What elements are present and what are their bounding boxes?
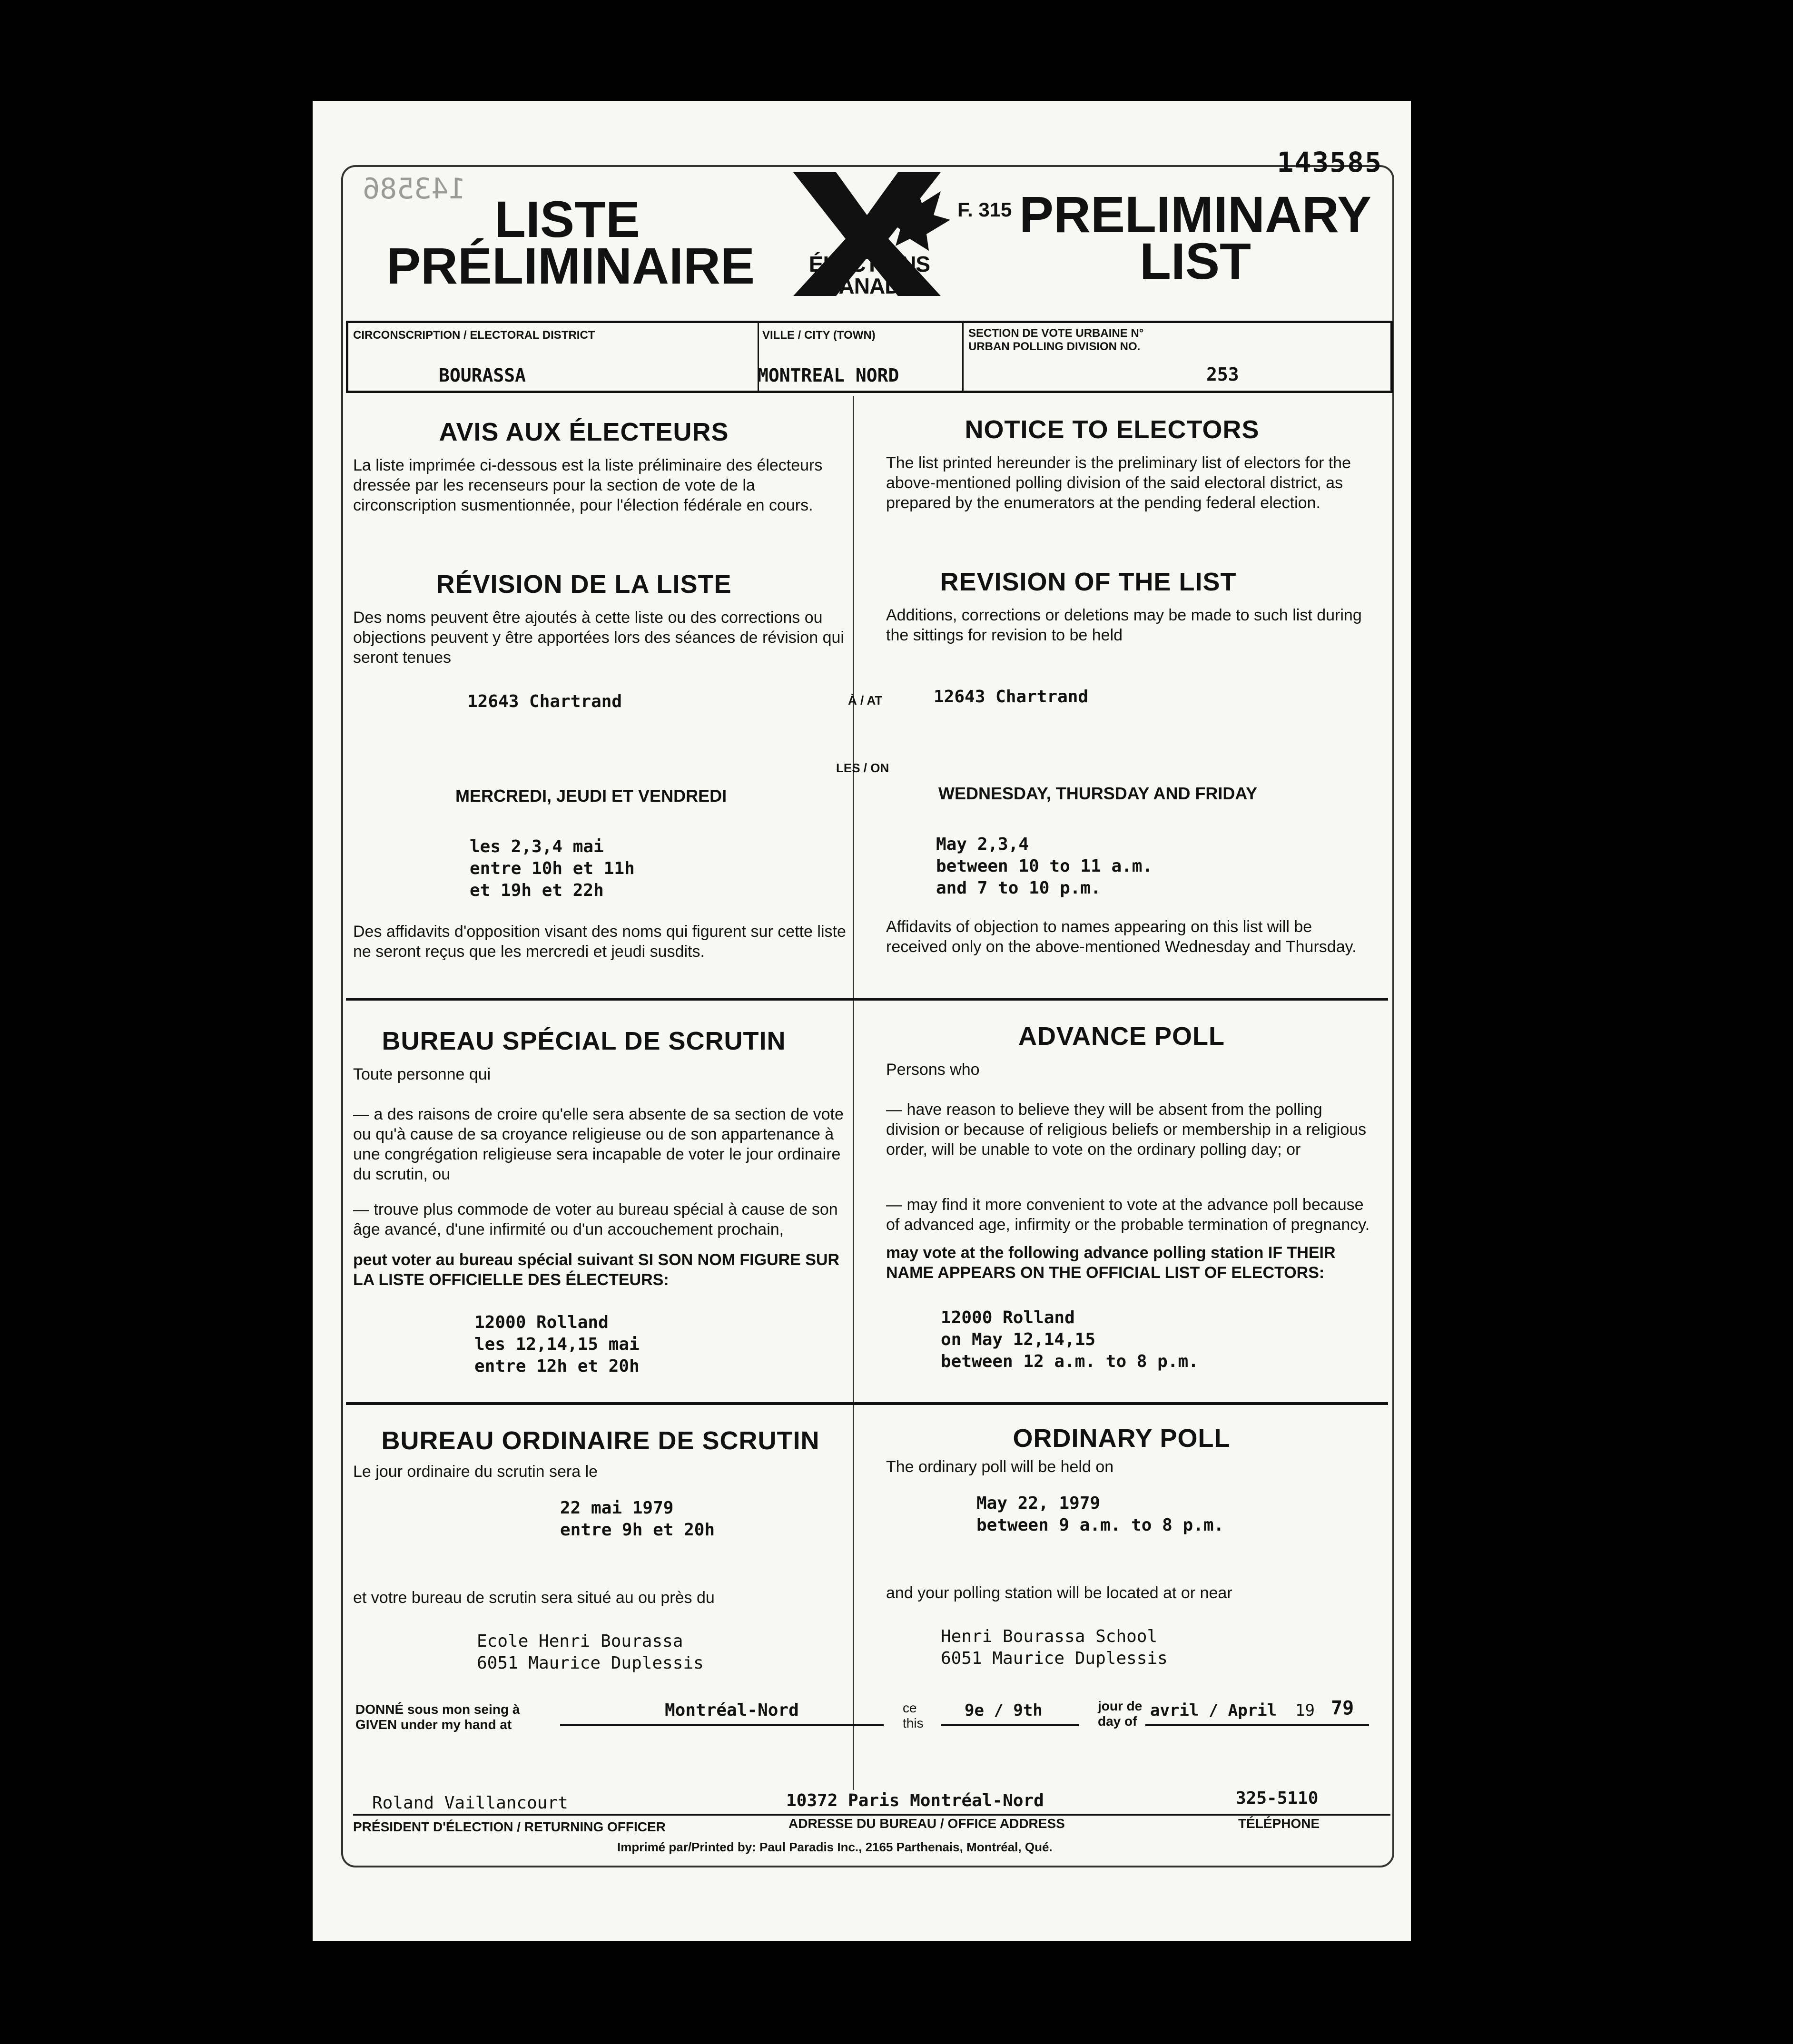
advance-en-bullet-1: — have reason to believe they will be absent from the polling division or because of religious beliefs or membership in a religious order, will be unable to vote on the ordinary polling day; or <box>886 1101 1367 1159</box>
signature-place: Montréal-Nord <box>665 1700 799 1720</box>
advance-en-bullet-2: — may find it more convenient to vote at the advance poll because of advanced age, infirmity or the probable termination of pregnancy. <box>886 1196 1370 1234</box>
serial-number: 143585 <box>1277 146 1382 178</box>
ordinary-location-en <box>941 1626 1168 1670</box>
revision-at-label: À / AT <box>848 693 883 708</box>
revision-on-label: LES / ON <box>836 761 889 775</box>
office-address-label: ADRESSE DU BUREAU / OFFICE ADDRESS <box>788 1816 1065 1831</box>
revision-dates-en-1: May 2,3,4 <box>936 835 1029 854</box>
revision-address-fr: 12643 Chartrand <box>467 692 622 711</box>
revision-dates-fr <box>470 836 635 902</box>
division-label-2: URBAN POLLING DIVISION NO. <box>968 340 1141 353</box>
ordinary-fr-intro: Le jour ordinaire du scrutin sera le <box>353 1463 598 1481</box>
ordinary-fr-title: BUREAU ORDINAIRE DE SCRUTIN <box>381 1426 820 1455</box>
notice-fr-title: AVIS AUX ÉLECTEURS <box>439 418 729 446</box>
advance-en-intro: Persons who <box>886 1061 980 1079</box>
revision-dates-en-2: between 10 to 11 a.m. <box>936 856 1153 876</box>
returning-officer-name: Roland Vaillancourt <box>372 1793 568 1813</box>
notice-en-title: NOTICE TO ELECTORS <box>965 415 1260 444</box>
advance-details-fr-3: entre 12h et 20h <box>474 1356 640 1376</box>
revision-dates-en-3: and 7 to 10 p.m. <box>936 878 1101 898</box>
notice-en-text: The list printed hereunder is the preliminary list of electors for the above-mentioned polling division of the said electoral district, as prepared by the enumerators at the pending federal election. <box>886 454 1351 512</box>
title-en-line-2: LIST <box>1140 232 1251 290</box>
revision-dates-fr-2: entre 10h et 11h <box>470 859 635 878</box>
ordinary-location-fr-1: Ecole Henri Bourassa <box>477 1631 683 1651</box>
city-label: VILLE / CITY (TOWN) <box>762 329 876 342</box>
ordinary-fr-location-intro: et votre bureau de scrutin sera situé au ou près du <box>353 1589 715 1607</box>
section-rule-2 <box>346 1402 1388 1405</box>
month-underline <box>1145 1724 1369 1726</box>
printer-credit: Imprimé par/Printed by: Paul Paradis Inc., 2165 Parthenais, Montréal, Qué. <box>617 1840 1053 1854</box>
revision-en-text: Additions, corrections or deletions may be made to such list during the sittings for revision to be held <box>886 606 1362 644</box>
district-label: CIRCONSCRIPTION / ELECTORAL DISTRICT <box>353 329 595 342</box>
revision-dates-fr-1: les 2,3,4 mai <box>470 837 604 856</box>
telephone-label: TÉLÉPHONE <box>1238 1816 1320 1831</box>
ordinary-date-fr-2: entre 9h et 20h <box>560 1520 715 1540</box>
division-cell <box>962 323 1392 391</box>
given-label-en: GIVEN under my hand at <box>355 1717 512 1732</box>
ce-label-fr: ce <box>903 1700 917 1715</box>
given-label-fr: DONNÉ sous mon seing à <box>355 1702 520 1717</box>
revision-days-fr: MERCREDI, JEUDI ET VENDREDI <box>455 786 727 806</box>
column-divider <box>853 396 854 1790</box>
revision-fr-title: RÉVISION DE LA LISTE <box>436 570 732 599</box>
ordinary-en-location-intro: and your polling station will be located at or near <box>886 1584 1232 1602</box>
signature-year-prefix: 19 <box>1295 1701 1315 1720</box>
ordinary-location-fr-2: 6051 Maurice Duplessis <box>477 1653 704 1673</box>
revision-dates-en <box>936 834 1153 899</box>
jour-de-label-en: day of <box>1098 1714 1137 1729</box>
ordinary-en-intro: The ordinary poll will be held on <box>886 1458 1114 1476</box>
ce-label <box>903 1700 924 1731</box>
title-en-line-1: PRELIMINARY <box>1019 186 1372 243</box>
logo-text-line-2: CANADA <box>823 274 916 298</box>
document-page <box>313 101 1411 1941</box>
footer-rule <box>353 1814 1390 1816</box>
district-value: BOURASSA <box>439 365 526 386</box>
title-fr-line-2: PRÉLIMINAIRE <box>386 237 755 295</box>
returning-officer-label: PRÉSIDENT D'ÉLECTION / RETURNING OFFICER <box>353 1819 666 1834</box>
place-underline <box>560 1724 884 1726</box>
ce-label-en: this <box>903 1716 924 1730</box>
ordinary-date-en <box>976 1493 1224 1536</box>
revision-affidavit-en: Affidavits of objection to names appearing on this list will be received only on the above-mentioned Wednesday and Thursday. <box>886 918 1357 956</box>
title-french <box>386 190 755 295</box>
advance-details-fr-1: 12000 Rolland <box>474 1313 609 1332</box>
advance-en-title: ADVANCE POLL <box>1018 1022 1225 1051</box>
advance-details-en-3: between 12 a.m. to 8 p.m. <box>941 1352 1199 1371</box>
division-label-1: SECTION DE VOTE URBAINE N° <box>968 327 1144 340</box>
advance-details-fr <box>474 1312 640 1377</box>
ordinary-location-en-2: 6051 Maurice Duplessis <box>941 1649 1168 1668</box>
title-english <box>1005 186 1386 290</box>
advance-fr-bullet-2: — trouve plus commode de voter au bureau spécial à cause de son âge avancé, d'une infirmité ou d'un accouchement prochain, <box>353 1200 838 1238</box>
section-rule-1 <box>346 998 1388 1001</box>
jour-de-label <box>1098 1699 1142 1729</box>
advance-details-fr-2: les 12,14,15 mai <box>474 1335 640 1354</box>
ordinary-date-fr-1: 22 mai 1979 <box>560 1498 674 1518</box>
advance-en-outro: may vote at the following advance polling station IF THEIR NAME APPEARS ON THE OFFICIAL LIST OF ELECTORS: <box>886 1244 1336 1282</box>
office-address: 10372 Paris Montréal-Nord <box>786 1791 1044 1810</box>
ordinary-date-fr <box>560 1497 715 1541</box>
advance-fr-bullet-1: — a des raisons de croire qu'elle sera absente de sa section de vote ou qu'à cause de sa croyance religieuse ou de son appartenance à une congrégation religieuse sera incapable de voter le jour ordinaire du scrutin, ou <box>353 1105 844 1183</box>
division-value: 253 <box>1206 364 1239 385</box>
city-value: MONTREAL NORD <box>758 365 899 386</box>
advance-details-en-1: 12000 Rolland <box>941 1308 1075 1327</box>
signature-day: 9e / 9th <box>965 1701 1043 1720</box>
revision-address-en: 12643 Chartrand <box>934 687 1089 707</box>
notice-fr-text: La liste imprimée ci-dessous est la liste préliminaire des électeurs dressée par les recenseurs pour la section de vote de la circonscription susmentionnée, pour l'élection fédérale en cours. <box>353 456 823 514</box>
advance-fr-intro: Toute personne qui <box>353 1065 491 1083</box>
ordinary-date-en-2: between 9 a.m. to 8 p.m. <box>976 1515 1224 1535</box>
revision-en-title: REVISION OF THE LIST <box>940 568 1237 596</box>
revision-fr-text: Des noms peuvent être ajoutés à cette liste ou des corrections ou objections peuvent y être apportées lors des séances de révision qui seront tenues <box>353 609 844 667</box>
title-fr-line-1: LISTE <box>494 190 640 248</box>
revision-days-en: WEDNESDAY, THURSDAY AND FRIDAY <box>938 784 1258 803</box>
ordinary-location-en-1: Henri Bourassa School <box>941 1627 1158 1646</box>
ordinary-date-en-1: May 22, 1979 <box>976 1494 1101 1513</box>
revision-affidavit-fr: Des affidavits d'opposition visant des noms qui figurent sur cette liste ne seront reçus que les mercredi et jeudi susdits. <box>353 923 846 961</box>
logo-text <box>788 253 950 297</box>
signature-year: 79 <box>1331 1697 1354 1719</box>
jour-de-label-fr: jour de <box>1098 1699 1143 1713</box>
advance-details-en <box>941 1307 1199 1373</box>
day-underline <box>941 1724 1079 1726</box>
advance-details-en-2: on May 12,14,15 <box>941 1330 1096 1349</box>
ordinary-location-fr <box>477 1631 704 1674</box>
signature-month: avril / April <box>1150 1701 1277 1720</box>
ordinary-en-title: ORDINARY POLL <box>1013 1424 1231 1453</box>
telephone-number: 325-5110 <box>1236 1788 1319 1808</box>
revision-dates-fr-3: et 19h et 22h <box>470 881 604 900</box>
given-label <box>355 1702 520 1732</box>
advance-fr-title: BUREAU SPÉCIAL DE SCRUTIN <box>382 1027 786 1055</box>
logo-text-line-1: ÉLECTIONS <box>808 252 930 276</box>
header-table <box>346 321 1393 393</box>
district-cell <box>348 323 759 391</box>
ghost-serial-number: 143586 <box>363 172 466 206</box>
advance-fr-outro: peut voter au bureau spécial suivant SI SON NOM FIGURE SUR LA LISTE OFFICIELLE DES ÉLECTEURS: <box>353 1251 840 1289</box>
form-number: F. 315 <box>957 198 1012 221</box>
